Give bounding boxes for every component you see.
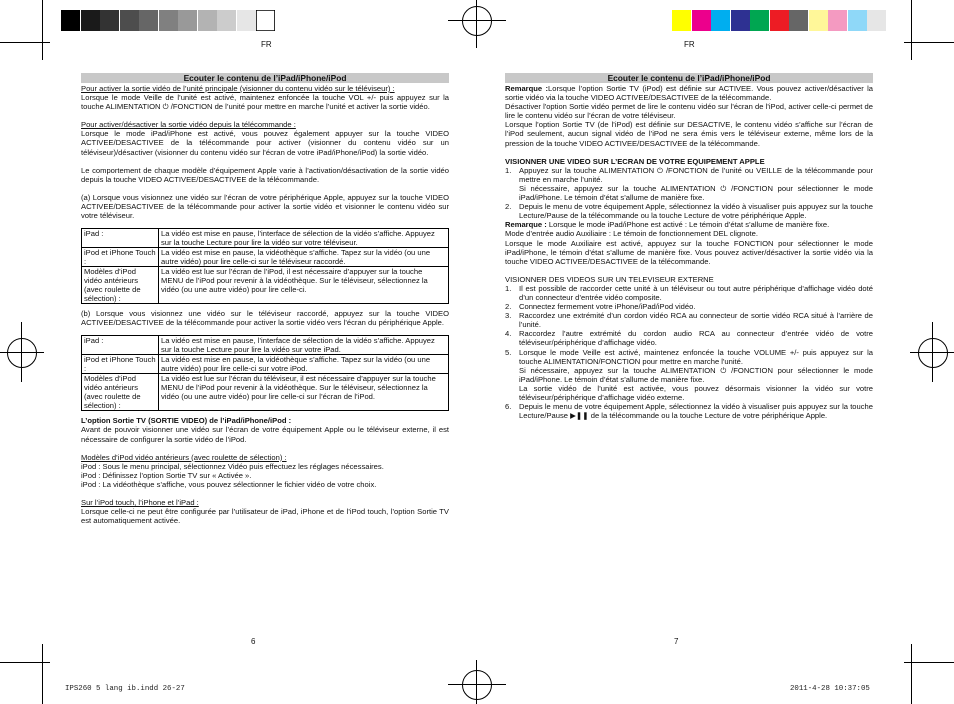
table-value: La vidéo est lue sur l’écran de l’iPod, il est nécessaire d’appuyer sur la touche MENU de l’iPod pour revenir à la vidéothèque. Sur le téléviseur, sélectionnez la vidéo (ou une autre vidéo) pour lire celle-ci. xyxy=(159,267,449,304)
list-item: iPod : La vidéothèque s’affiche, vous pouvez sélectionner le fichier vidéo de votre choix. xyxy=(81,479,377,489)
color-swatch xyxy=(178,10,197,31)
color-swatch xyxy=(789,10,808,31)
color-swatch xyxy=(711,10,730,31)
table-row xyxy=(82,267,449,304)
table-row xyxy=(82,229,449,248)
color-swatch xyxy=(731,10,750,31)
subheading: VISIONNER UNE VIDEO SUR L’ECRAN DE VOTRE EQUIPEMENT APPLE xyxy=(505,156,765,166)
paragraph: Lorsque le mode iPad/iPhone est activé, vous pouvez également appuyer sur la touche VIDEO ACTIVEE/DESACTIVEE de la télécommande pour activer (visionner du contenu vidéo sur un téléviseur)/désactiver (visionner du contenu vidéo sur l’écran de votre iPad/iPhone/iPod) la sortie vidéo. xyxy=(81,129,449,157)
subheading: VISIONNER DES VIDEOS SUR UN TELEVISEUR EXTERNE xyxy=(505,274,714,284)
crop-mark xyxy=(904,662,954,663)
crop-mark xyxy=(911,644,912,704)
paragraph xyxy=(505,220,873,229)
paragraph: Le comportement de chaque modèle d’équipement Apple varie à l’activation/désactivation de la sortie vidéo depuis la touche VIDEO ACTIVEE/DESACTIVEE de la télécommande. xyxy=(81,165,449,184)
registration-mark xyxy=(462,670,492,700)
crop-mark xyxy=(42,644,43,704)
color-swatch xyxy=(139,10,158,31)
language-code-right: FR xyxy=(684,40,695,49)
subheading: Modèles d’iPod vidéo antérieurs (avec roulette de sélection) : xyxy=(81,452,287,462)
table-row xyxy=(82,248,449,267)
color-swatch xyxy=(217,10,236,31)
table-value: La vidéo est mise en pause, l’interface de sélection de la vidéo s’affiche. Appuyez sur la touche Lecture pour lire la vidéo sur votre iPad. xyxy=(159,336,449,355)
table-row xyxy=(82,374,449,411)
list-item: 4. Raccordez l’autre extrémité du cordon audio RCA au connecteur d’entrée vidéo de votre téléviseur/périphérique d’affichage vidéo. xyxy=(505,329,873,348)
registration-line xyxy=(910,352,954,353)
color-swatch xyxy=(848,10,867,31)
table-key: Modèles d’iPod vidéo antérieurs (avec roulette de sélection) : xyxy=(82,267,159,304)
list-item: 3. Raccordez une extrémité d’un cordon vidéo RCA au connecteur de sortie vidéo RCA situé à l’arrière de l’unité. xyxy=(505,311,873,330)
list-item: 2. Depuis le menu de votre équipement Apple, sélectionnez la vidéo à visualiser puis appuyez sur la touche Lecture/Pause de la télécommande ou la touche Lecture de votre périphérique Apple. xyxy=(505,202,873,221)
color-swatch xyxy=(237,10,256,31)
table-value: La vidéo est mise en pause, l’interface de sélection de la vidéo s’affiche. Appuyez sur la touche Lecture pour lire la vidéo sur votre téléviseur. xyxy=(159,229,449,248)
color-swatch xyxy=(770,10,789,31)
color-swatch xyxy=(61,10,80,31)
crop-mark xyxy=(42,0,43,60)
registration-line xyxy=(476,660,477,704)
steps-list xyxy=(505,166,873,221)
table-key: iPad : xyxy=(82,229,159,248)
color-swatch xyxy=(256,10,275,31)
paragraph: Lorsque le mode Auxiliaire est activé, appuyez sur la touche FONCTION pour sélectionner le mode iPad/iPhone, le témoin d’état s’allume de manière fixe. Vous pouvez activer/désactiver la sortie vidéo via la touche VIDEO ACTIVEE/DESACTIVEE de la télécommande. xyxy=(505,238,873,266)
color-swatch xyxy=(692,10,711,31)
paragraph xyxy=(505,84,873,102)
language-code-left: FR xyxy=(261,40,272,49)
note-text: Lorsque l’option Sortie TV (iPod) est définie sur ACTIVEE. Vous pouvez activer/désactiver la sortie vidéo via la touche VIDEO ACTIVEE/DESACTIVEE de la télécommande. xyxy=(505,84,874,103)
crop-mark xyxy=(0,662,50,663)
page-number-left: 6 xyxy=(251,637,256,646)
color-swatch xyxy=(120,10,139,31)
color-swatch xyxy=(100,10,119,31)
subheading: Sur l’iPod touch, l’iPhone et l’iPad : xyxy=(81,497,199,507)
table-value: La vidéo est lue sur l’écran du téléviseur, il est nécessaire d’appuyer sur la touche MENU de l’iPod pour revenir à la vidéothèque. Sur le téléviseur, sélectionnez la vidéo (ou une autre vidéo) pour lire celle-ci sur l’écran de l’iPod. xyxy=(159,374,449,411)
color-swatch xyxy=(159,10,178,31)
registration-mark xyxy=(7,338,37,368)
note-text: Lorsque le mode iPad/iPhone est activé : Le témoin d’état s’allume de manière fixe. xyxy=(548,220,830,230)
color-swatch xyxy=(750,10,769,31)
list-item: 5. Lorsque le mode Veille est activé, maintenez enfoncée la touche VOLUME +/- puis appuyez sur la touche ALIMENTATION/FONCTION pour mettre en marche l'unité. Si nécessaire, appuyez sur la touche ALIMENTATION ⏻ /FONCTION pour sélectionner le mode iPad/iPhone. Le témoin d’état s’allume de manière fixe. La sortie vidéo de l’unité est activée, vous pouvez désormais visionner la vidéo sur votre téléviseur/périphérique d’affichage vidéo externe. xyxy=(505,347,873,402)
paragraph: Lorsque celle-ci ne peut être configurée par l’utilisateur de iPad, iPhone et de l’iPod touch, l’option Sortie TV est automatiquement activée. xyxy=(81,507,449,526)
color-swatch xyxy=(672,10,691,31)
note-label: Remarque : xyxy=(505,84,549,93)
table-value: La vidéo est mise en pause, la vidéothèque s’affiche. Tapez sur la vidéo (ou une autre vidéo) pour lire celle-ci sur votre iPod. xyxy=(159,355,449,374)
subheading: Pour activer/désactiver la sortie vidéo depuis la télécommande : xyxy=(81,120,296,130)
registration-mark xyxy=(918,338,948,368)
steps-list xyxy=(505,284,873,420)
subheading: L’option Sortie TV (SORTIE VIDEO) de l’iPad/iPhone/iPod : xyxy=(81,416,292,426)
list-item: iPod : Sous le menu principal, sélectionnez Vidéo puis effectuez les réglages nécessaires. xyxy=(81,461,384,471)
table-key: iPod et iPhone Touch : xyxy=(82,248,159,267)
table-key: iPod et iPhone Touch : xyxy=(82,355,159,374)
right-page xyxy=(505,73,873,420)
left-page xyxy=(81,73,449,525)
table-value: La vidéo est mise en pause, la vidéothèque s’affiche. Tapez sur la vidéo (ou une autre vidéo) pour lire celle-ci sur le téléviseur raccordé. xyxy=(159,248,449,267)
page-number-right: 7 xyxy=(674,637,679,646)
crop-mark xyxy=(904,42,954,43)
list-item: 1. Appuyez sur la touche ALIMENTATION ⏻ /FONCTION de l’unité ou VEILLE de la télécommande pour mettre en marche l’unité. Si nécessaire, appuyez sur la touche ALIMENTATION ⏻ /FONCTION pour sélectionner le mode iPad/iPhone. Le témoin d’état s’allume de manière fixe. xyxy=(505,165,873,203)
table-key: iPad : xyxy=(82,336,159,355)
behavior-table-a xyxy=(81,228,449,304)
crop-mark xyxy=(911,0,912,60)
registration-line xyxy=(448,684,506,685)
paragraph: Avant de pouvoir visionner une vidéo sur l’écran de votre équipement Apple ou le téléviseur externe, il est nécessaire de configurer la sortie vidéo de l’iPod. xyxy=(81,425,449,444)
color-swatch xyxy=(867,10,886,31)
registration-mark xyxy=(462,6,492,36)
paragraph: Lorsque le mode Veille de l’unité est activé, maintenez enfoncée la touche VOL +/- puis appuyez sur la touche ALIMENTATION ⏻ /FONCTION de l’unité pour mettre en marche l’unité et activer la sortie vidéo. xyxy=(81,93,449,112)
color-swatch xyxy=(828,10,847,31)
footer-file-label: IPS260 5 lang ib.indd 26-27 xyxy=(65,685,185,693)
registration-line xyxy=(476,0,477,48)
paragraph: (a) Lorsque vous visionnez une vidéo sur l’écran de votre périphérique Apple, appuyez sur la touche VIDEO ACTIVEE/DESACTIVEE de la télécommande pour activer la sortie vidéo et visionner le contenu vidéo sur votre téléviseur. xyxy=(81,192,449,221)
table-key: Modèles d’iPod vidéo antérieurs (avec roulette de sélection) : xyxy=(82,374,159,411)
color-swatch xyxy=(809,10,828,31)
crop-mark xyxy=(0,42,50,43)
list-item: 2. Connectez fermement votre iPhone/iPad/iPod vidéo. xyxy=(505,302,696,312)
table-row xyxy=(82,336,449,355)
table-row xyxy=(82,355,449,374)
list-item: 1. Il est possible de raccorder cette unité à un téléviseur ou tout autre périphérique d’affichage vidéo doté d’un connecteur d’entrée vidéo composite. xyxy=(505,283,873,302)
paragraph: Lorsque l’option Sortie TV (de l’iPod) est définie sur DESACTIVE, le contenu vidéo s’affiche sur l’écran de l’iPod seulement, aucun signal vidéo de l’iPod ne sera émis vers le téléviseur externe, même lors de la pression de la touche VIDEO ACTIVEE/DESACTIVEE de la télécommande. xyxy=(505,120,873,148)
paragraph: (b) Lorsque vous visionnez une vidéo sur le téléviseur raccordé, appuyez sur la touche VIDEO ACTIVEE/DESACTIVEE de la télécommande pour activer la sortie vidéo vers l’écran du périphérique Apple. xyxy=(81,309,449,328)
registration-line xyxy=(448,20,506,21)
color-swatch xyxy=(81,10,100,31)
section-title: Ecouter le contenu de l’iPad/iPhone/iPod xyxy=(505,73,873,83)
footer-date-label: 2011-4-28 10:37:05 xyxy=(790,685,870,693)
registration-line xyxy=(0,352,44,353)
list-item: iPod : Définissez l’option Sortie TV sur « Activée ». xyxy=(81,470,252,480)
paragraph: Désactiver l'option Sortie vidéo permet de lire le contenu vidéo sur l'écran de l'iPod, activer celle-ci permet de lire le contenu vidéo sur l’écran de votre téléviseur. xyxy=(505,102,873,121)
section-title: Ecouter le contenu de l’iPad/iPhone/iPod xyxy=(81,73,449,83)
color-swatch xyxy=(198,10,217,31)
list-item: 6. Depuis le menu de votre équipement Apple, sélectionnez la vidéo à visualiser puis appuyez sur la touche Lecture/Pause ▶❚❚ de la télécommande ou la touche Lecture de votre périphérique Apple. xyxy=(505,402,873,421)
note-label: Remarque : xyxy=(505,220,547,230)
subheading: Pour activer la sortie vidéo de l’unité principale (visionner du contenu vidéo sur le téléviseur) : xyxy=(81,84,395,93)
behavior-table-b xyxy=(81,335,449,411)
paragraph: Mode d’entrée audio Auxiliaire : Le témoin de fonctionnement DEL clignote. xyxy=(505,229,758,239)
